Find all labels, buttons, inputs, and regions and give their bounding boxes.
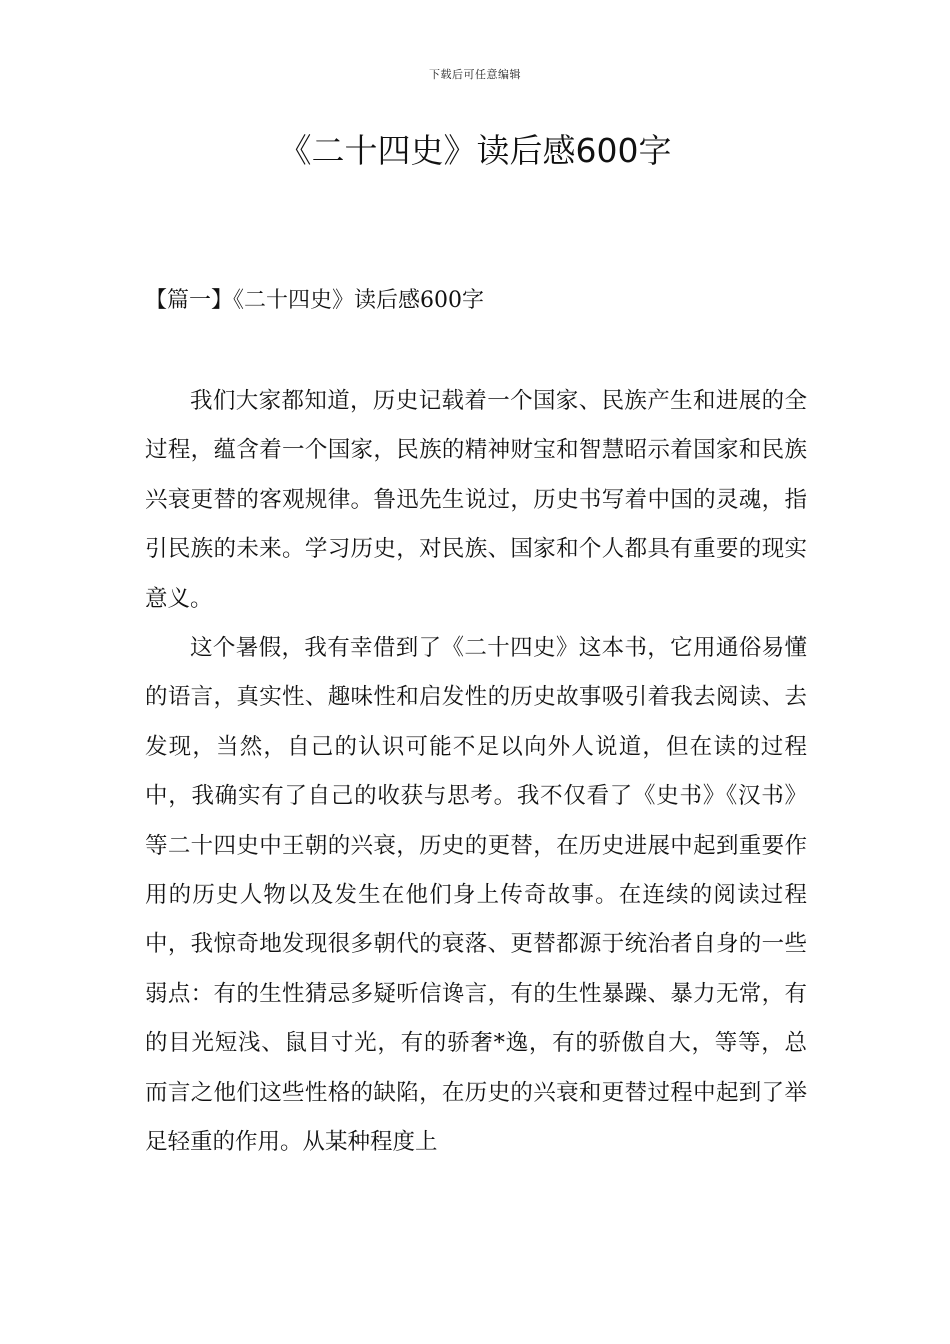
document-title: 《二十四史》读后感600字: [278, 131, 672, 170]
header-note: 下载后可任意编辑: [429, 68, 521, 81]
paragraph: 我们大家都知道，历史记载着一个国家、民族产生和进展的全过程，蕴含着一个国家，民族的精神财宝和智慧昭示着国家和民族兴衰更替的客观规律。鲁迅先生说过，历史书写着中国的灵魂，指引民族的未来。学习历史，对民族、国家和个人都具有重要的现实意义。: [145, 388, 807, 612]
paragraph: 这个暑假，我有幸借到了《二十四史》这本书，它用通俗易懂的语言，真实性、趣味性和启发性的历史故事吸引着我去阅读、去发现，当然，自己的认识可能不足以向外人说道，但在读的过程中，我确实有了自己的收获与思考。我不仅看了《史书》《汉书》等二十四史中王朝的兴衰，历史的更替，在历史进展中起到重要作用的历史人物以及发生在他们身上传奇故事。在连续的阅读过程中，我惊奇地发现很多朝代的衰落、更替都源于统治者自身的一些弱点：有的生性猜忌多疑听信谗言，有的生性暴躁、暴力无常，有的目光短浅、鼠目寸光，有的骄奢*逸，有的骄傲自大，等等，总而言之他们这些性格的缺陷，在历史的兴衰和更替过程中起到了举足轻重的作用。从某种程度上: [145, 635, 807, 1156]
body-text: [145, 377, 807, 1168]
section-heading: 【篇一】《二十四史》读后感600字: [145, 288, 484, 313]
